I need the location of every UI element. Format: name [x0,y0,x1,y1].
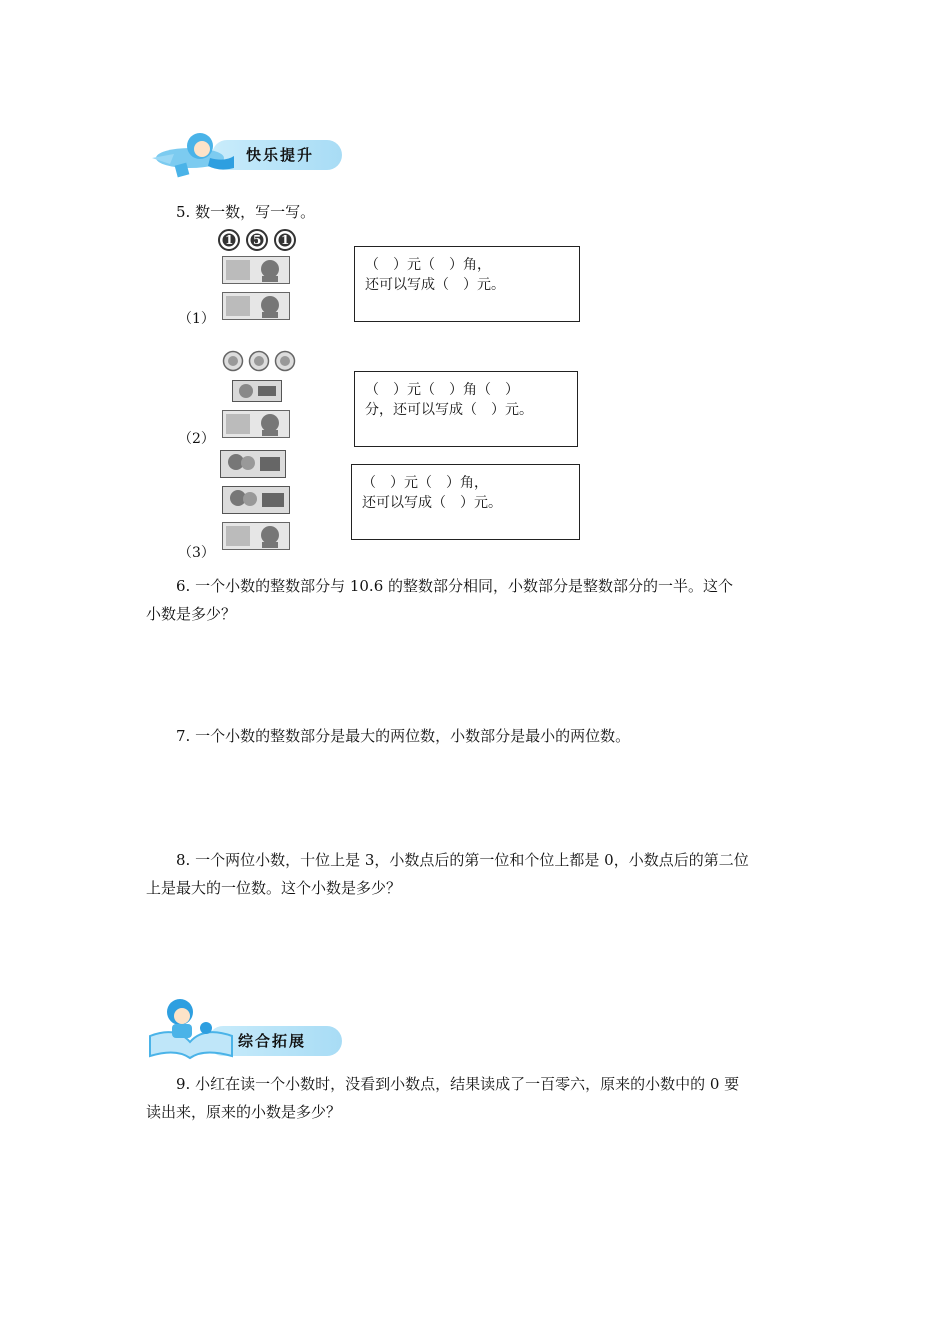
question-9-line-2: 读出来，原来的小数是多少？ [146,1103,342,1121]
question-7-line-1: 7. 一个小数的整数部分是最大的两位数，小数部分是最小的两位数。 [176,727,631,745]
answer-box-line: （ ）元（ ）角， [362,475,488,491]
flying-child-mascot-icon [150,128,240,184]
reading-child-mascot-icon [146,996,236,1060]
answer-box-2 [354,371,578,447]
coin-icon [250,352,269,371]
question-5-prompt: 5. 数一数，写一写。 [176,203,316,221]
coin-value: 1 [281,233,290,247]
question-9-line-1: 9. 小红在读一个小数时，没看到小数点，结果读成了一百零六，原来的小数中的 0 要 [176,1075,740,1093]
answer-box-line: （ ）元（ ）角， [365,257,491,273]
coin-value: 5 [253,233,262,247]
banknote-image-icon [222,410,290,438]
item-label: （2） [178,431,215,447]
section-header-happy-boost [150,128,350,184]
question-8-line-2: 上是最大的一位数。这个小数是多少？ [146,879,402,897]
question-6-line-1: 6. 一个小数的整数部分与 10.6 的整数部分相同，小数部分是整数部分的一半。这个 [176,577,734,595]
banknote-image-icon [222,292,290,320]
coin-icon [224,352,243,371]
question-6-line-2: 小数是多少？ [146,605,237,623]
banknote-image-icon [222,256,290,284]
banknote-image-icon [232,380,282,402]
item-label: （1） [178,311,215,327]
banknote-image-icon [220,450,286,478]
coin-icon [276,352,295,371]
item-label: （3） [178,545,215,561]
section-title: 综合拓展 [238,1032,307,1050]
coin-value: 1 [225,233,234,247]
answer-box-line: （ ）元（ ）角（ ） [365,382,519,398]
coins-row-2 [222,350,298,372]
answer-box-line: 还可以写成（ ）元。 [365,277,505,293]
banknote-image-icon [222,522,290,550]
question-8-line-1: 8. 一个两位小数，十位上是 3，小数点后的第一位和个位上都是 0，小数点后的第二位 [176,851,749,869]
section-title: 快乐提升 [246,146,315,164]
answer-box-3 [351,464,580,540]
banknote-image-icon [222,486,290,514]
section-header-comprehensive-extension [146,1000,346,1056]
answer-box-line: 分，还可以写成（ ）元。 [365,402,533,418]
answer-box-line: 还可以写成（ ）元。 [362,495,502,511]
answer-box-1 [354,246,580,322]
